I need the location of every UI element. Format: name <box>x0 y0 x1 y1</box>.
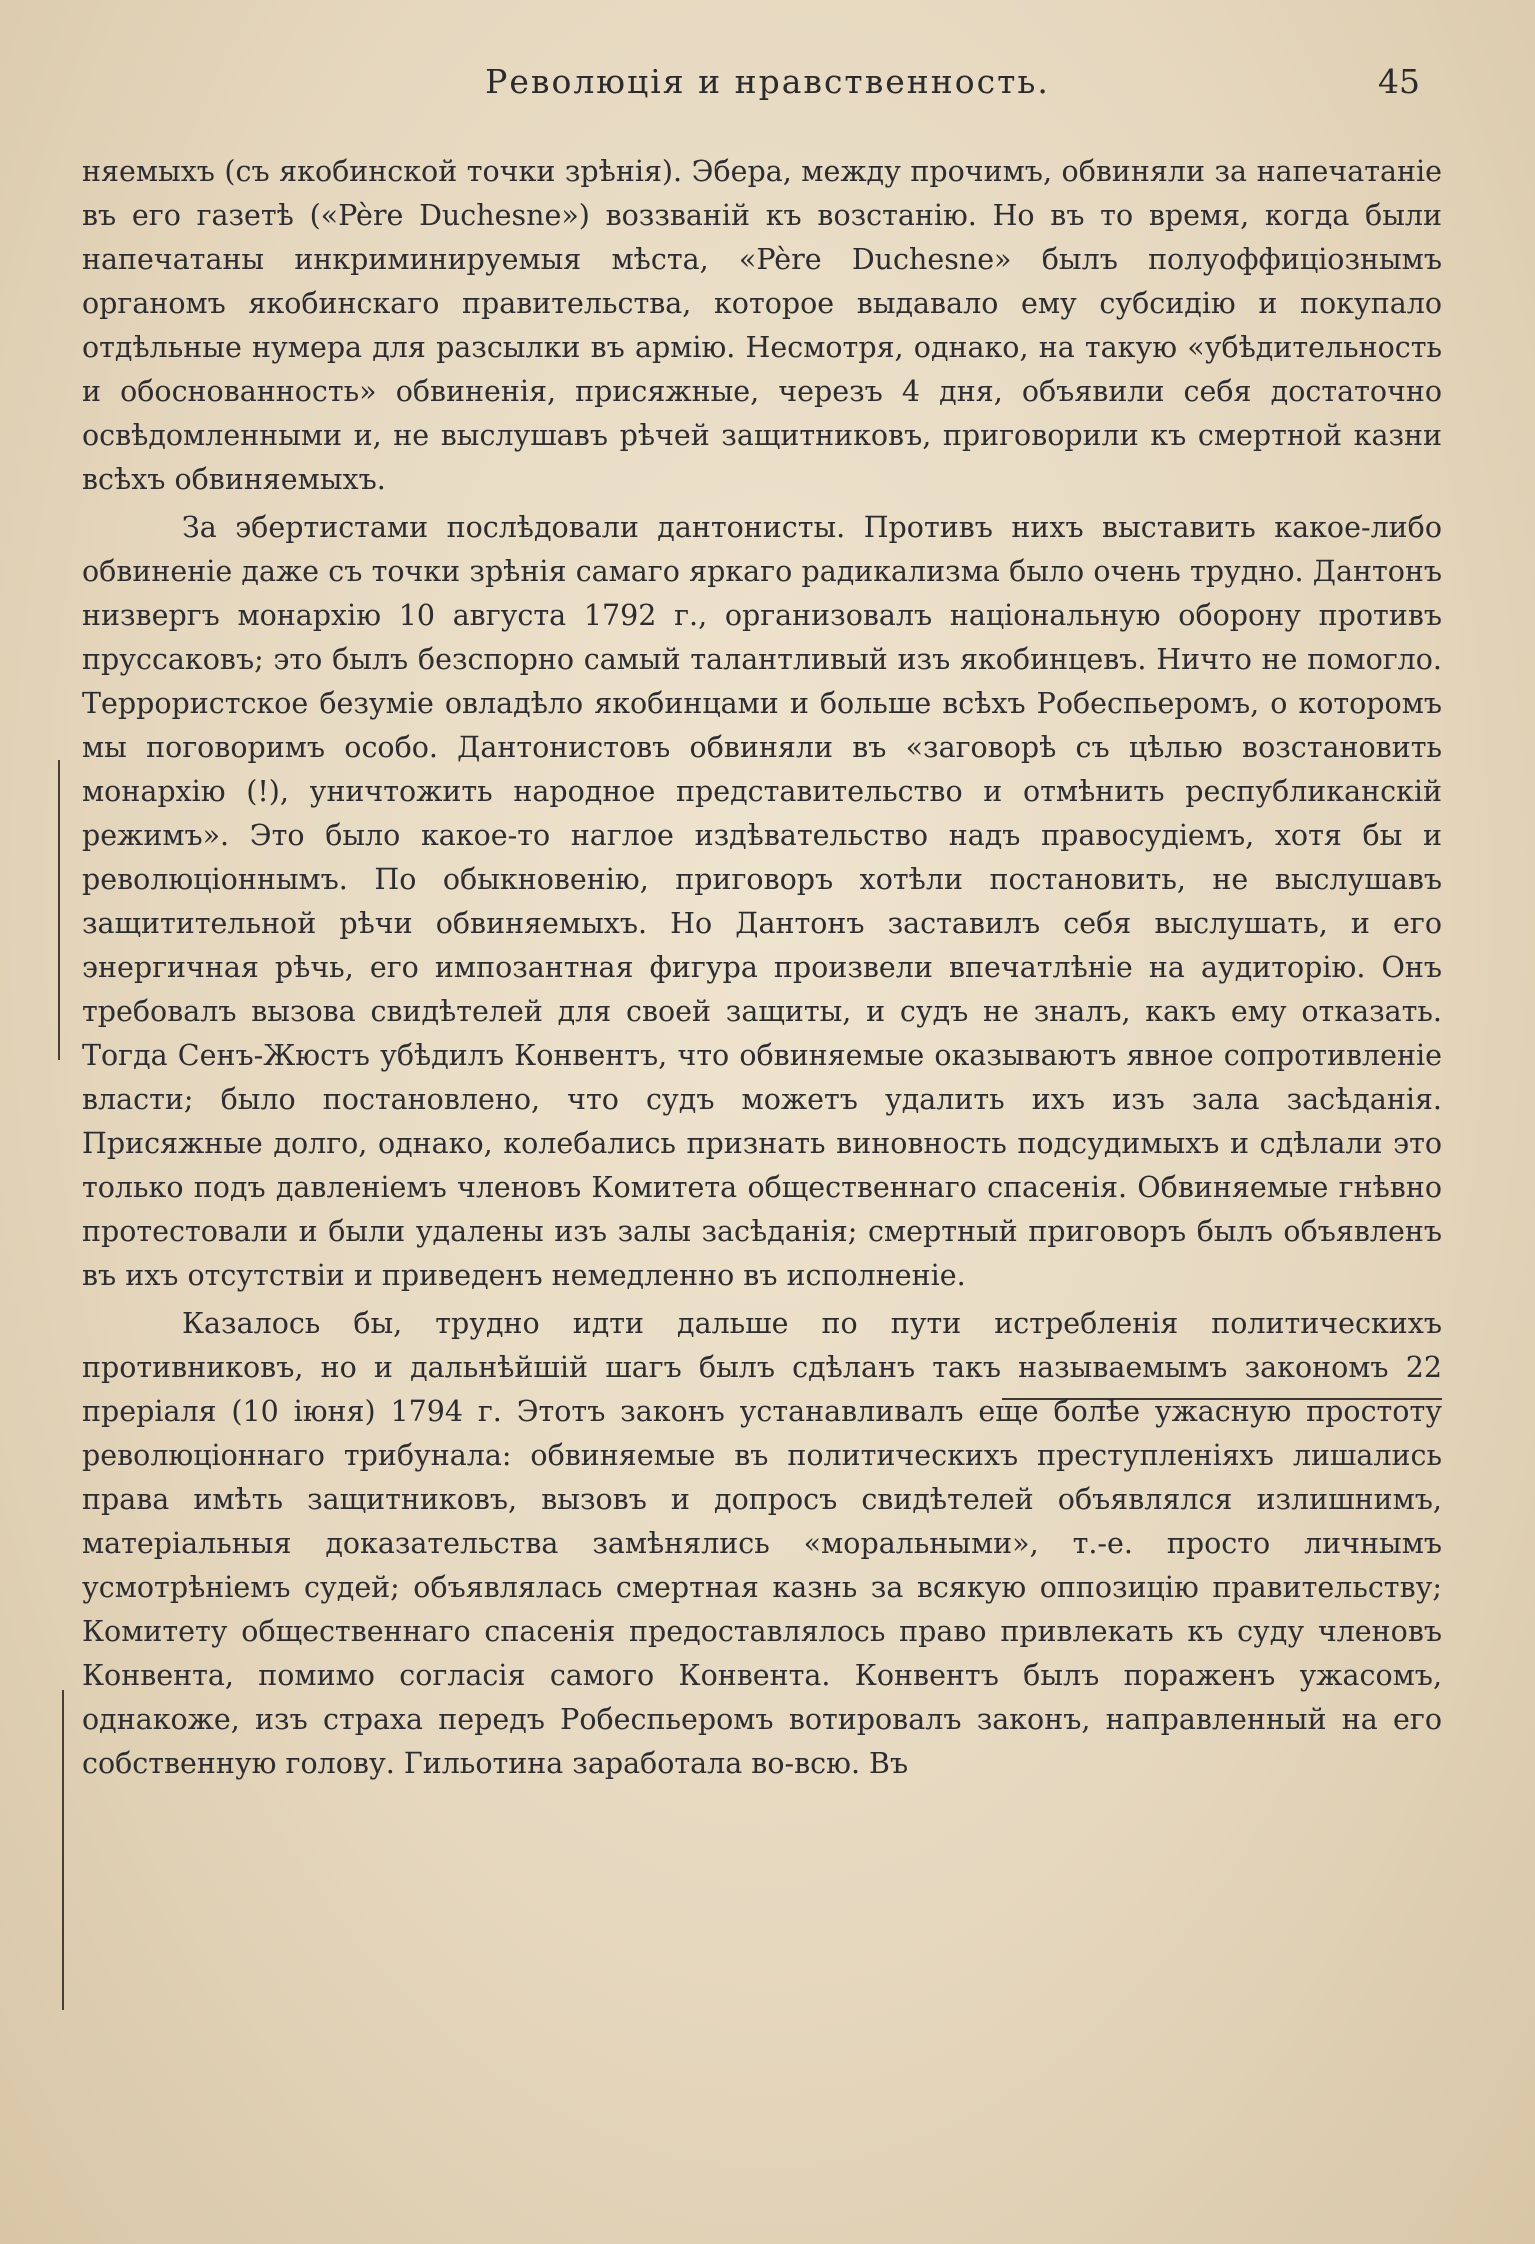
margin-pencil-mark <box>58 760 60 1060</box>
page-header <box>0 62 1535 112</box>
running-title: Революція и нравственность. <box>485 62 1050 101</box>
page-number: 45 <box>1378 62 1420 101</box>
paragraph-continued: няемыхъ (съ якобинской точки зрѣнія). Эбера, между прочимъ, обвиняли за напечатаніе въ его газетѣ («Père Duchesne») воззваній къ возстанію. Но въ то время, когда были напечатаны инкриминируемыя мѣста, «Père Duchesne» былъ полуоффиціознымъ органомъ якобинскаго правительства, которое выдавало ему субсидію и покупало отдѣльные нумера для разсылки въ армію. Несмотря, однако, на такую «убѣдительность и обоснованность» обвиненія, присяжные, черезъ 4 дня, объявили себя достаточно освѣдомленными и, не выслушавъ рѣчей защитниковъ, приговорили къ смертной казни всѣхъ обвиняемыхъ. <box>82 155 1442 496</box>
margin-pencil-mark <box>62 1690 64 2010</box>
paragraph-dantonists: За эбертистами послѣдовали дантонисты. Противъ нихъ выставить какое-либо обвиненіе даже съ точки зрѣнія самаго яркаго радикализма было очень трудно. Дантонъ низвергъ монархію 10 августа 1792 г., организовалъ національную оборону противъ пруссаковъ; это былъ безспорно самый талантливый изъ якобинцевъ. Ничто не помогло. Террористское безуміе овладѣло якобинцами и больше всѣхъ Робеспьеромъ, о которомъ мы поговоримъ особо. Дантонистовъ обвиняли въ «заговорѣ съ цѣлью возстановить монархію (!), уничтожить народное представительство и отмѣнить республиканскій режимъ». Это было какое-то наглое издѣвательство надъ правосудіемъ, хотя бы и революціоннымъ. По обыкновенію, приговоръ хотѣли постановить, не выслушавъ защитительной рѣчи обвиняемыхъ. Но Дантонъ заставилъ себя выслушать, и его энергичная рѣчь, его импозантная фигура произвели впечатлѣніе на аудиторію. Онъ требовалъ вызова свидѣтелей для своей защиты, и судъ не зналъ, какъ ему отказать. Тогда Сенъ-Жюстъ убѣдилъ Конвентъ, что обвиняемые оказываютъ явное сопротивленіе власти; было постановлено, что судъ можетъ удалить ихъ изъ зала засѣданія. Присяжные долго, однако, колебались признать виновность подсудимыхъ и сдѣлали это только подъ давленіемъ членовъ Комитета общественнаго спасенія. Обвиняемые гнѣвно протестовали и были удалены изъ залы засѣданія; смертный приговоръ былъ объявленъ въ ихъ отсутствіи и приведенъ немедленно въ исполненіе. <box>82 511 1442 1292</box>
text-body <box>82 150 1442 1790</box>
paragraph-prairial-law: Казалось бы, трудно идти дальше по пути истребленія политическихъ противниковъ, но и дальнѣйшій шагъ былъ сдѣланъ такъ называемымъ закономъ 22 преріаля (10 іюня) 1794 г. Этотъ законъ устанавливалъ еще болѣе ужасную простоту революціоннаго трибунала: обвиняемые въ политическихъ преступленіяхъ лишались права имѣть защитниковъ, вызовъ и допросъ свидѣтелей объявлялся излишнимъ, матеріальныя доказательства замѣнялись «моральными», т.-е. просто личнымъ усмотрѣніемъ судей; объявлялась смертная казнь за всякую оппозицію правительству; Комитету общественнаго спасенія предоставлялось право привлекать къ суду членовъ Конвента, помимо согласія самого Конвента. Конвентъ былъ пораженъ ужасомъ, однакоже, изъ страха передъ Робеспьеромъ вотировалъ законъ, направленный на его собственную голову. Гильотина заработала во-всю. Въ <box>82 1307 1442 1780</box>
